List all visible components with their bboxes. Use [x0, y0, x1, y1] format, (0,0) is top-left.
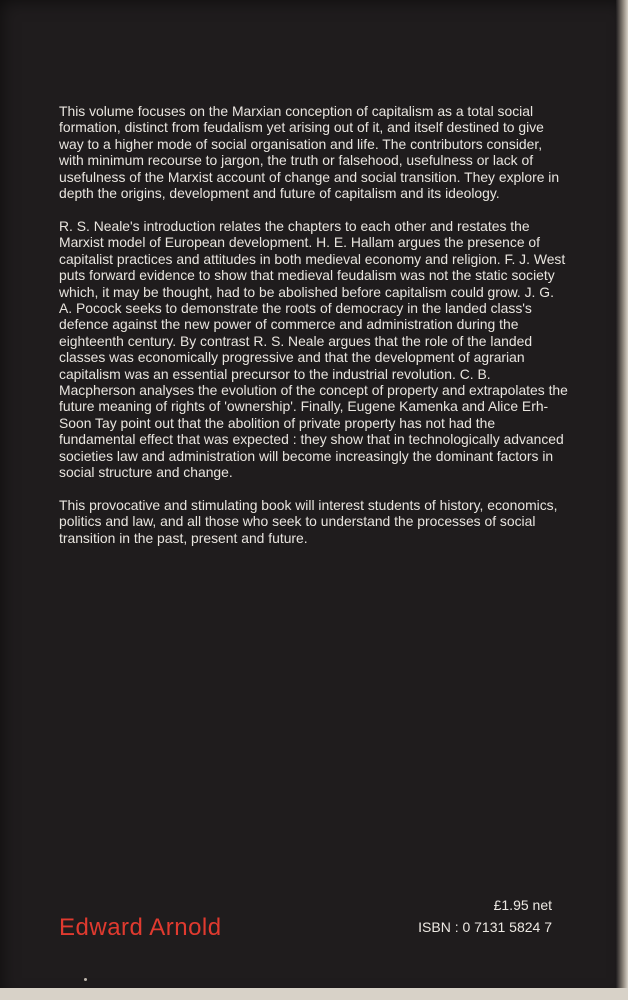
- price-label: £1.95 net: [493, 897, 552, 913]
- publisher-name: Edward Arnold: [59, 914, 222, 941]
- blurb-paragraph-intro: This volume focuses on the Marxian conception of capitalism as a total social formation, distinct from feudalism yet arising out of it, and itself destined to give way to a higher mode of social organisation and life. The contributors consider, with minimum recourse to jargon, the truth or falsehood, usefulness or lack of usefulness of the Marxist account of change and social transition. They explore in depth the origins, development and future of capitalism and its ideology.: [59, 103, 560, 202]
- isbn-label: ISBN : 0 7131 5824 7: [418, 919, 552, 935]
- blurb-paragraph-audience: This provocative and stimulating book will interest students of history, economics, politics and law, and all those who seek to understand the processes of social transition in the past, present and future.: [59, 496, 558, 546]
- cover-bottom-edge: [0, 988, 628, 1000]
- cover-right-edge: [616, 0, 628, 1000]
- dust-speck: [84, 978, 87, 981]
- blurb-paragraph-contents: R. S. Neale's introduction relates the chapters to each other and restates the Marxist model of European development. H. E. Hallam argues the presence of capitalist practices and attitudes in both medieval economy and religion. F. J. West puts forward evidence to show that medieval feudalism was not the static society which, it may be thought, had to be abolished before capitalism could grow. J. G. A. Pocock seeks to demonstrate the roots of democracy in the landed class's defence against the new power of commerce and administration during the eighteenth century. By contrast R. S. Neale argues that the role of the landed classes was economically progressive and that the development of agrarian capitalism was an essential precursor to the industrial revolution. C. B. Macpherson analyses the evolution of the concept of property and extrapolates the future meaning of rights of 'ownership'. Finally, Eugene Kamenka and Alice Erh-Soon Tay point out that the abolition of private property has not had the fundamental effect that was expected : they show that in technologically advanced societies law and administration will become increasingly the dominant factors in social structure and change.: [59, 217, 568, 481]
- blurb-text: [59, 103, 569, 563]
